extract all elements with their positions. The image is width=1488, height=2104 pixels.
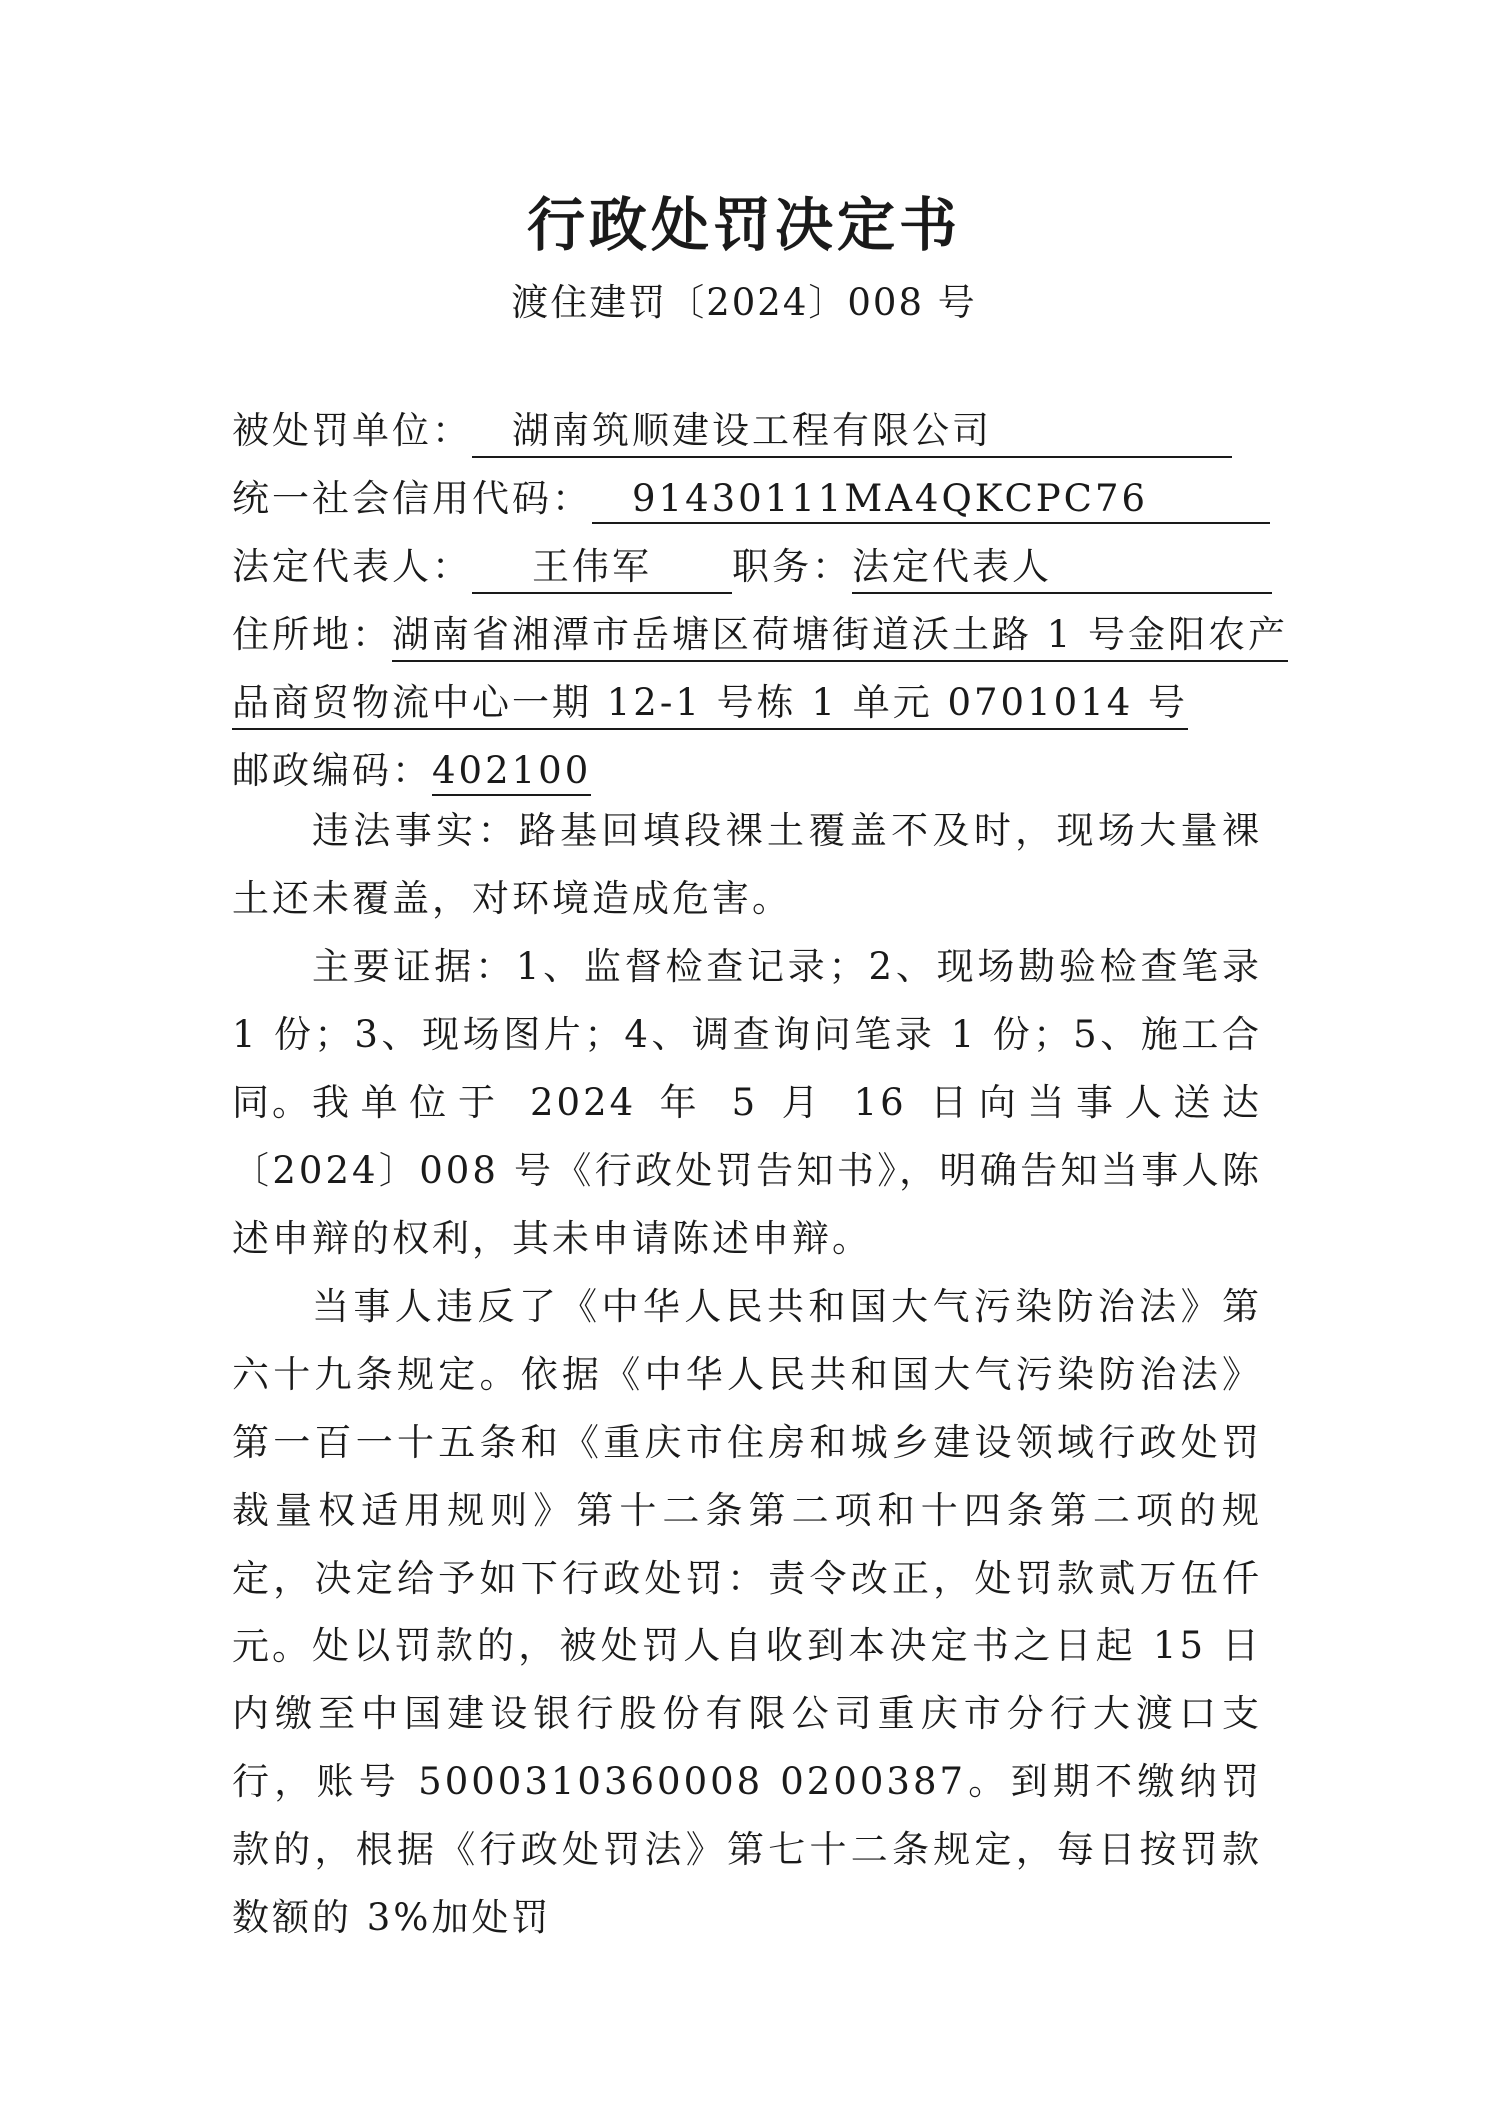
notice-paragraph: 我单位于 2024 年 5 月 16 日向当事人送达〔2024〕008 号《行政处罚告知书》，明确告知当事人陈述申辩的权利，其未申请陈述申辩。 bbox=[232, 1081, 1262, 1260]
legal-rep-line bbox=[232, 536, 1272, 594]
penalized-unit-value: 湖南筑顺建设工程有限公司 bbox=[472, 400, 1232, 458]
postal-code-label: 邮政编码： bbox=[232, 749, 432, 792]
address-value-1: 湖南省湘潭市岳塘区荷塘街道沃土路 1 号金阳农产 bbox=[392, 604, 1288, 662]
postal-code-line bbox=[232, 740, 591, 796]
document-number: 渡住建罚〔2024〕008 号 bbox=[511, 281, 977, 324]
postal-code-value: 402100 bbox=[432, 749, 591, 796]
position-label: 职务： bbox=[732, 545, 852, 588]
penalized-unit-label: 被处罚单位： bbox=[232, 409, 472, 452]
decision-paragraph: 当事人违反了《中华人民共和国大气污染防治法》第六十九条规定。依据《中华人民共和国大气污染防治法》第一百一十五条和《重庆市住房和城乡建设领域行政处罚裁量权适用规则》第十二条第二项和十四条第二项的规定，决定给予如下行政处罚：责令改正，处罚款贰万伍仟元。 bbox=[232, 1285, 1262, 1668]
payment-paragraph: 处以罚款的，被处罚人自收到本决定书之日起 15 日内缴至中国建设银行股份有限公司重庆市分行大渡口支行，账号 5000310360008 0200387。到期不缴纳罚款的，根据《行政处罚法》第七十二条规定，每日按罚款数额的 3%加处罚 bbox=[232, 1624, 1262, 1939]
legal-rep-label: 法定代表人： bbox=[232, 545, 472, 588]
address-label: 住所地： bbox=[232, 613, 392, 656]
document-title: 行政处罚决定书 bbox=[526, 191, 961, 259]
penalized-unit-line bbox=[232, 400, 1232, 458]
address-value-2: 品商贸物流中心一期 12-1 号栋 1 单元 0701014 号 bbox=[232, 672, 1188, 730]
credit-code-value: 91430111MA4QKCPC76 bbox=[592, 477, 1270, 524]
credit-code-label: 统一社会信用代码： bbox=[232, 477, 592, 520]
address-line-1 bbox=[232, 604, 1288, 662]
legal-rep-value: 王伟军 bbox=[472, 536, 732, 594]
position-value: 法定代表人 bbox=[852, 536, 1272, 594]
address-line-2 bbox=[232, 672, 1188, 730]
violation-facts-paragraph: 违法事实：路基回填段裸土覆盖不及时，现场大量裸土还未覆盖，对环境造成危害。 bbox=[232, 809, 1262, 920]
credit-code-line bbox=[232, 468, 1270, 524]
evidence-paragraph: 主要证据：1、监督检查记录；2、现场勘验检查笔录 1 份；3、现场图片；4、调查询问笔录 1 份；5、施工合同。 bbox=[232, 945, 1262, 1124]
